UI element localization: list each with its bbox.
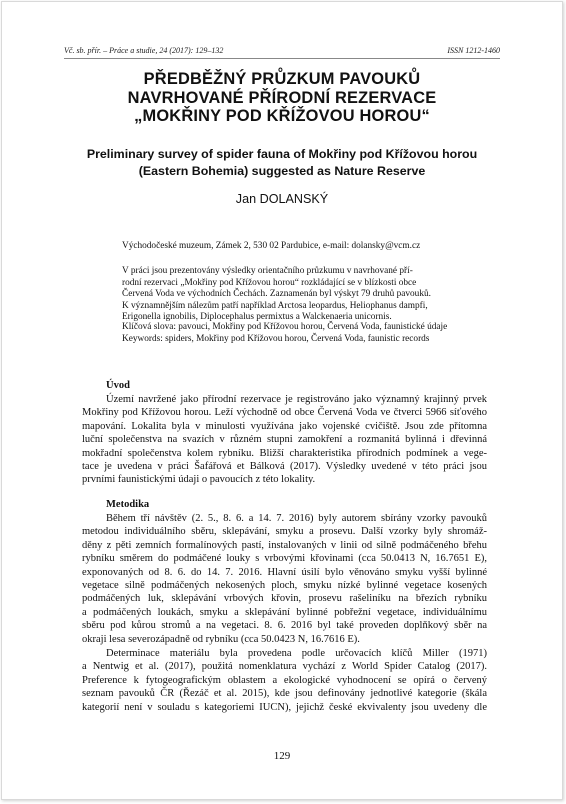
keywords-english: Keywords: spiders, Mokřiny pod Křížovou horou, Červená Voda, faunistic records: [122, 333, 430, 344]
issn: ISSN 1212-1460: [447, 46, 500, 55]
paper-page: [1, 1, 563, 800]
section-heading-metodika: Metodika: [106, 499, 150, 510]
section-uvod-text: [82, 393, 487, 487]
text-line: podmáčených luk, sklepávání vrbových křovin, prosevu rašeliníku na březích rybníku: [82, 593, 487, 605]
text-line: Preference k fytogeografickým oblastem a ekologické vyhodnocení se opírá o červený: [82, 674, 487, 686]
text-line: luční společenstva na svazích v různém stupni zamokření a rozmanitá bylinná i dřevinná: [82, 434, 487, 446]
text-line: a Nentwig et al. (2017), použitá nomenklatura vychází z World Spider Catalog (2017).: [82, 661, 487, 673]
text-line: Během tří návštěv (2. 5., 8. 6. a 14. 7. 2016) byly autorem sbírány vzorky pavouků: [106, 513, 487, 524]
running-header: [64, 46, 500, 59]
paper-subtitle: [42, 146, 522, 180]
abstract-line: rodní rezervaci „Mokřiny pod Křížovou horou“ rozkládající se v blízkosti obce: [122, 277, 417, 288]
paper-title: [42, 70, 522, 126]
title-line: „MOKŘINY POD KŘÍŽOVOU HOROU“: [134, 107, 430, 125]
section-metodika-text-2: [82, 647, 487, 714]
abstract-line: Erigonella ignobilis, Diplocephalus permixtus a Walckenaeria unicornis.: [122, 312, 392, 322]
text-line: Mokřiny pod Křížovou horou. Leží východně od obce Červená Voda ve čtverci 5966 síťového: [82, 407, 487, 419]
text-line: Území navržené jako přírodní rezervace je registrováno jako významný krajinný prvek: [106, 394, 487, 405]
text-line: sběru pod kůrou stromů a na vegetaci. 8. 6. 2016 byl také proveden doplňkový sběr na: [82, 620, 487, 632]
text-line: tace je uvedena v práci Šafářová et Bálková (2017). Výsledky uvedené v této práci jsou: [82, 461, 487, 473]
abstract-line: V práci jsou prezentovány výsledky orientačního průzkumu v navrhované pří-: [122, 266, 413, 276]
text-line: rybníku směrem do podmáčené louky s vrbovými křovinami (cca 50.0413 N, 16.7651 E),: [82, 553, 487, 565]
text-line: prvními faunistickými údaji o pavoucích z této lokality.: [82, 474, 316, 486]
subtitle-line: (Eastern Bohemia) suggested as Nature Reserve: [138, 164, 426, 178]
section-heading-uvod: Úvod: [106, 380, 130, 391]
text-line: Determinace materiálu byla provedena podle určovacích klíčů Miller (1971): [106, 648, 487, 659]
text-line: metodou individuálního sběru, sklepávání, smyku a prosevu. Další vzorky byly shromáž-: [82, 526, 487, 538]
text-line: mapování. Lokalita byla v minulosti využívána jako vojenské cvičiště. Jsou zde přítomna: [82, 420, 487, 432]
affiliation: Východočeské muzeum, Zámek 2, 530 02 Pardubice, e-mail: dolansky@vcm.cz: [122, 241, 421, 251]
section-metodika-text: [82, 512, 487, 646]
abstract: [122, 266, 479, 324]
author: Jan DOLANSKÝ: [235, 192, 329, 206]
text-line: exponovaných od 8. 6. do 14. 7. 2016. Hlavní úsilí bylo věnováno smyku vyšší bylinné: [82, 566, 487, 578]
subtitle-line: Preliminary survey of spider fauna of Mokřiny pod Křížovou horou: [86, 147, 478, 161]
title-line: PŘEDBĚŽNÝ PRŮZKUM PAVOUKŮ: [143, 70, 421, 88]
abstract-line: Červená Voda ve východních Čechách. Zaznamenán byl výskyt 79 druhů pavouků.: [122, 289, 431, 299]
text-line: seznam pavouků ČR (Řezáč et al. 2015), kde jsou definovány jednotlivé kategorie (škála: [82, 688, 487, 700]
text-line: vegetace silně podmáčených nekosených ploch, smyku nízké bylinné vegetace kosených: [82, 580, 487, 592]
keywords: [122, 322, 479, 345]
text-line: okraji lesa severozápadně od rybníku (cca 50.0423 N, 16.7616 E).: [82, 633, 360, 645]
text-line: kategorií není v souladu s kategoriemi IUCN), jejichž české ekvivalenty jsou uvedeny dle: [82, 701, 487, 713]
title-line: NAVRHOVANÉ PŘÍRODNÍ REZERVACE: [127, 88, 437, 107]
keywords-czech: Klíčová slova: pavouci, Mokřiny pod Křížovou horou, Červená Voda, faunistické údaje: [122, 322, 448, 332]
journal-citation: Vč. sb. přír. – Práce a studie, 24 (2017): 129–132: [64, 46, 224, 55]
text-line: děny z pěti zemních formalínových pastí, instalovaných v linii od silně podmáčeného břehu: [82, 539, 487, 551]
abstract-line: K významnějším nálezům patří například Arctosa leopardus, Heliophanus dampfi,: [122, 300, 428, 311]
page-number: 129: [273, 750, 291, 762]
text-line: a podmáčených loukách, smyku a sklepávání bylinné pobřežní vegetace, individuálnímu: [82, 606, 487, 618]
text-line: mokřadní společenstva kolem rybníku. Bližší charakteristika přírodních podmínek a vege-: [82, 447, 487, 459]
